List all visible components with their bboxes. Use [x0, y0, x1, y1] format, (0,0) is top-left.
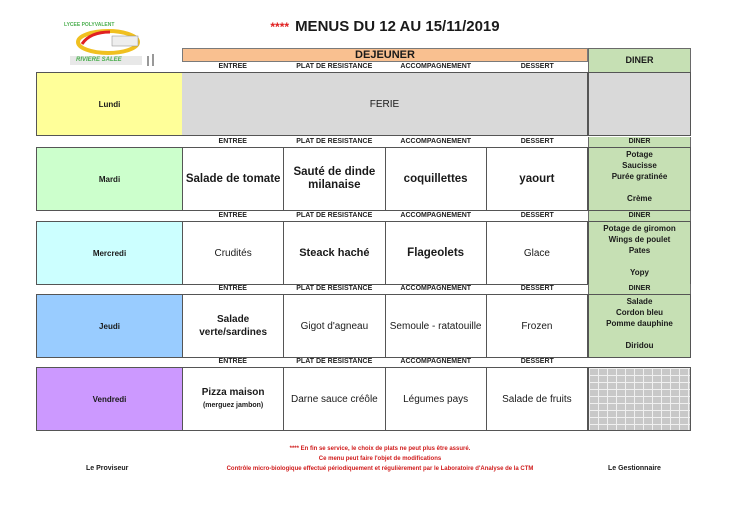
diner-item: Pates	[628, 246, 651, 255]
accompagnement-cell: Semoule - ratatouille	[385, 295, 486, 357]
column-headers	[182, 137, 588, 147]
accompagnement-cell: Flageolets	[385, 222, 486, 284]
entree-cell: Crudités	[182, 222, 283, 284]
menu-row-vendredi	[182, 367, 588, 431]
col-plat: PLAT DE RESISTANCE	[296, 212, 373, 219]
title-text: MENUS DU 12 AU 15/11/2019	[295, 18, 500, 35]
dejeuner-header: DEJEUNER	[182, 48, 588, 62]
diner-lundi	[588, 72, 691, 136]
page-title	[0, 18, 730, 35]
entree-main: Pizza maison	[201, 387, 265, 398]
diner-item: Saucisse	[622, 161, 657, 170]
logo-top-text: LYCEE POLYVALENT	[64, 22, 115, 28]
plat-cell: Sauté de dinde milanaise	[283, 148, 384, 210]
col-entree: ENTREE	[218, 63, 247, 70]
day-mardi: Mardi	[36, 147, 183, 211]
ferie-cell: FERIE	[182, 72, 588, 136]
diner-item: Purée gratinée	[611, 172, 668, 181]
dessert-cell: yaourt	[486, 148, 587, 210]
diner-header: DINER	[588, 48, 691, 73]
diner-vendredi	[588, 367, 691, 431]
day-jeudi: Jeudi	[36, 294, 183, 358]
col-entree: ENTREE	[218, 212, 247, 219]
note-service: **** En fin se service, le choix de plats ne peut plus être assuré.	[289, 446, 471, 452]
col-dessert: DESSERT	[520, 285, 554, 292]
column-headers	[182, 284, 588, 294]
diner-item: Crème	[627, 194, 652, 203]
footer-notes	[160, 444, 600, 474]
diner-item: Potage	[626, 150, 653, 159]
diner-mercredi	[588, 221, 691, 285]
day-lundi: Lundi	[36, 72, 183, 136]
plat-cell: Gigot d'agneau	[283, 295, 384, 357]
dessert-cell: Glace	[486, 222, 587, 284]
diner-item: Potage de giromon	[603, 224, 676, 233]
diner-mardi	[588, 147, 691, 211]
diner-item: Pomme dauphine	[606, 319, 673, 328]
col-dessert: DESSERT	[520, 138, 554, 145]
col-dessert: DESSERT	[520, 212, 554, 219]
title-stars: ****	[270, 20, 290, 34]
diner-subheader: DINER	[588, 137, 691, 147]
diner-item: Cordon bleu	[615, 308, 664, 317]
logo-bottom-text: RIVIERE SALEE	[76, 57, 122, 63]
plat-cell: Steack haché	[283, 222, 384, 284]
diner-item: Wings de poulet	[608, 235, 671, 244]
col-accompagnement: ACCOMPAGNEMENT	[400, 212, 472, 219]
column-headers	[182, 62, 588, 72]
diner-subheader: DINER	[588, 284, 691, 294]
day-mercredi: Mercredi	[36, 221, 183, 285]
signature-gestionnaire: Le Gestionnaire	[608, 465, 661, 472]
col-accompagnement: ACCOMPAGNEMENT	[400, 285, 472, 292]
entree-cell: Salade de tomate	[182, 148, 283, 210]
column-headers	[182, 357, 588, 367]
diner-item: Salade	[626, 297, 653, 306]
col-plat: PLAT DE RESISTANCE	[296, 138, 373, 145]
diner-item: Diridou	[625, 341, 654, 350]
col-accompagnement: ACCOMPAGNEMENT	[400, 138, 472, 145]
col-plat: PLAT DE RESISTANCE	[296, 358, 373, 365]
col-dessert: DESSERT	[520, 358, 554, 365]
col-entree: ENTREE	[218, 358, 247, 365]
col-entree: ENTREE	[218, 285, 247, 292]
diner-jeudi	[588, 294, 691, 358]
menu-row-mercredi	[182, 221, 588, 285]
dessert-cell: Frozen	[486, 295, 587, 357]
column-headers	[182, 211, 588, 221]
day-vendredi: Vendredi	[36, 367, 183, 431]
col-plat: PLAT DE RESISTANCE	[296, 285, 373, 292]
accompagnement-cell: Légumes pays	[385, 368, 486, 430]
accompagnement-cell: coquillettes	[385, 148, 486, 210]
menu-row-jeudi	[182, 294, 588, 358]
col-entree: ENTREE	[218, 138, 247, 145]
entree-cell: Salade verte/sardines	[182, 295, 283, 357]
dessert-cell: Salade de fruits	[486, 368, 587, 430]
note-modifications: Ce menu peut faire l'objet de modifications	[318, 456, 442, 462]
col-accompagnement: ACCOMPAGNEMENT	[400, 63, 472, 70]
menu-row-mardi	[182, 147, 588, 211]
plat-cell: Darne sauce créôle	[283, 368, 384, 430]
col-accompagnement: ACCOMPAGNEMENT	[400, 358, 472, 365]
col-plat: PLAT DE RESISTANCE	[296, 63, 373, 70]
diner-subheader: DINER	[588, 211, 691, 221]
entree-note: (merguez jambon)	[202, 402, 264, 409]
entree-cell	[182, 368, 283, 430]
note-controle: Contrôle micro-biologique effectué périodiquement et régulièrement par le Laboratoire d'Analyse de la CTM	[226, 466, 534, 472]
col-dessert: DESSERT	[520, 63, 554, 70]
diner-item: Yopy	[630, 268, 649, 277]
signature-proviseur: Le Proviseur	[86, 465, 129, 472]
